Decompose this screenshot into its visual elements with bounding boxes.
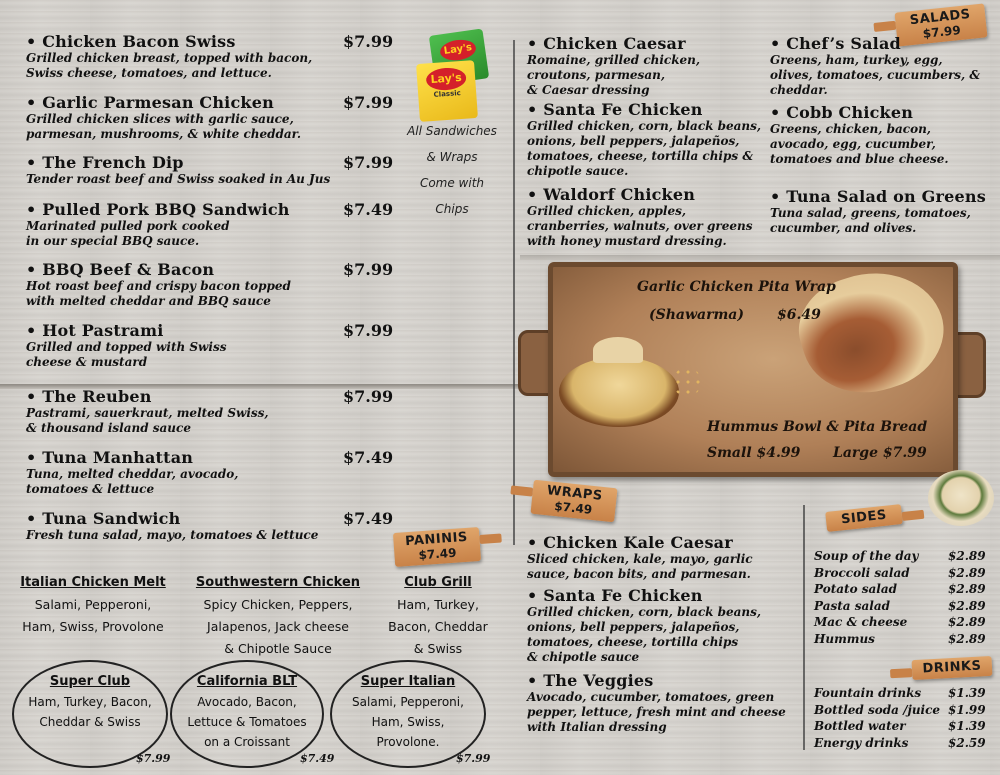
chips-note-line: & Wraps: [426, 150, 478, 164]
salad-item: [527, 100, 761, 179]
sandwich-item-name: • Tuna Manhattan: [26, 448, 238, 467]
salad-item-description: tomatoes and blue cheese.: [770, 152, 949, 166]
side-item-price: $2.89: [948, 549, 986, 563]
hummus-title: Hummus Bowl & Pita Bread: [707, 419, 928, 435]
panini-line: Bacon, Cheddar: [388, 619, 488, 634]
panini-line: Salami, Pepperoni,: [34, 597, 152, 612]
featured-board: [548, 262, 958, 477]
side-item-name: Hummus: [814, 631, 875, 646]
sandwich-item-description: Marinated pulled pork cooked: [26, 219, 230, 233]
panini-title: Italian Chicken Melt: [20, 575, 166, 590]
sandwich-item-name: • Garlic Parmesan Chicken: [26, 93, 301, 112]
sandwich-item: [26, 260, 291, 309]
salad-item-description: onions, bell peppers, jalapeños,: [527, 134, 740, 148]
plank-seam: [520, 255, 1000, 260]
special-price: $7.99: [456, 752, 491, 765]
bag-subtitle: Classic: [433, 89, 462, 99]
salad-item-description: Grilled chicken, corn, black beans,: [527, 119, 762, 133]
salad-item-description: croutons, parmesan,: [527, 68, 665, 82]
special-line: Cheddar & Swiss: [39, 715, 141, 729]
hummus-large-price: Large $7.99: [833, 445, 927, 461]
sandwich-item: [26, 153, 330, 187]
salad-item-name: • Cobb Chicken: [770, 103, 949, 122]
salad-item: [770, 187, 986, 236]
special-line: Salami, Pepperoni,: [352, 695, 464, 709]
wrap-subtitle: (Shawarma): [649, 307, 744, 323]
sandwich-item-name: • Pulled Pork BBQ Sandwich: [26, 200, 290, 219]
wraps-price: $7.49: [553, 499, 593, 517]
salad-item-description: avocado, egg, cucumber,: [770, 137, 936, 151]
salad-item-name: • Tuna Salad on Greens: [770, 187, 986, 206]
salad-item-description: Romaine, grilled chicken,: [527, 53, 701, 67]
sandwich-item-description: Pastrami, sauerkraut, melted Swiss,: [26, 406, 269, 420]
wrap-item-description: Sliced chicken, kale, mayo, garlic: [527, 552, 753, 566]
drink-item-name: Fountain drinks: [814, 686, 922, 700]
panini-title: Southwestern Chicken: [195, 575, 361, 590]
special-title: Super Italian: [360, 674, 456, 689]
drink-item-price: $1.39: [948, 686, 986, 700]
salad-item-description: Grilled chicken, apples,: [527, 204, 687, 218]
wrap-item: [527, 586, 761, 665]
salad-item-description: cranberries, walnuts, over greens: [527, 219, 753, 233]
side-item-name: Potato salad: [814, 582, 898, 596]
sandwich-item-description: cheese & mustard: [26, 355, 148, 369]
special-price: $7.49: [300, 752, 335, 765]
chips-note: [402, 118, 502, 222]
panini-line: Jalapenos, Jack cheese: [207, 619, 349, 634]
chickpeas-icon: [673, 367, 701, 397]
sandwich-item: [26, 32, 312, 81]
sandwich-item-name: • Chicken Bacon Swiss: [26, 32, 312, 51]
wrap-price: $6.49: [777, 307, 821, 323]
sandwich-item-description: with melted cheddar and BBQ sauce: [26, 294, 271, 308]
sandwich-item-description: tomatoes & lettuce: [26, 482, 155, 496]
side-item-price: $2.89: [948, 582, 986, 596]
drinks-tag: [912, 656, 993, 680]
sandwich-item: [26, 93, 301, 142]
sandwich-item-price: $7.99: [343, 260, 394, 279]
salad-item-description: olives, tomatoes, cucumbers, &: [770, 68, 981, 82]
salad-item: [770, 103, 949, 167]
sandwich-item-description: Grilled and topped with Swiss: [26, 340, 227, 354]
salad-item-description: & Caesar dressing: [527, 83, 650, 97]
sandwich-item-description: parmesan, mushrooms, & white cheddar.: [26, 127, 302, 141]
special-price: $7.99: [136, 752, 171, 765]
wrap-item-description: & chipotle sauce: [527, 650, 640, 664]
side-item-name: Broccoli salad: [814, 565, 910, 580]
salad-item-name: • Chef’s Salad: [770, 34, 980, 53]
wrap-item-description: onions, bell peppers, jalapeños,: [527, 620, 740, 634]
side-item-name: Soup of the day: [814, 549, 919, 563]
drink-item-name: Energy drinks: [814, 735, 909, 750]
drink-item-name: Bottled water: [814, 719, 906, 733]
drink-item-name: Bottled soda /juice: [814, 702, 941, 717]
sandwich-item: [26, 509, 318, 543]
sides-title: SIDES: [840, 507, 888, 528]
drink-item-price: $2.59: [948, 735, 986, 750]
shawarma-wrap-icon: [786, 254, 958, 410]
sandwich-item-name: • Tuna Sandwich: [26, 509, 318, 528]
sandwich-item-name: • Hot Pastrami: [26, 321, 226, 340]
sandwich-item-description: Grilled chicken breast, topped with bacon,: [26, 51, 313, 65]
panini-title: Club Grill: [404, 575, 472, 590]
salads-title: SALADS: [909, 6, 972, 29]
paninis-title: PANINIS: [404, 529, 469, 550]
sandwich-item: [26, 321, 226, 370]
wraps-tag: [530, 480, 617, 523]
special-line: Avocado, Bacon,: [197, 695, 297, 709]
wrap-item-name: • Santa Fe Chicken: [527, 586, 761, 605]
side-item-name: Mac & cheese: [814, 615, 908, 629]
special-line: Ham, Swiss,: [371, 715, 445, 729]
salad-item-description: tomatoes, cheese, tortilla chips &: [527, 149, 754, 163]
wrap-item-description: Avocado, cucumber, tomatoes, green: [527, 690, 775, 704]
soup-bowl-icon: [928, 470, 994, 526]
sandwich-item-price: $7.99: [343, 387, 394, 406]
wrap-item-description: tomatoes, cheese, tortilla chips: [527, 635, 739, 649]
salad-item-description: cheddar.: [770, 83, 828, 97]
salad-item-description: cucumber, and olives.: [770, 221, 917, 235]
salad-item-name: • Chicken Caesar: [527, 34, 700, 53]
salad-item: [527, 185, 752, 249]
sandwich-item-name: • The Reuben: [26, 387, 269, 406]
column-divider: [513, 40, 515, 545]
drink-item-price: $1.99: [948, 702, 986, 717]
tag-handle: [873, 21, 896, 32]
sandwich-item-name: • The French Dip: [26, 153, 330, 172]
tag-handle: [479, 533, 502, 544]
special-line: Ham, Turkey, Bacon,: [28, 695, 152, 709]
panini-line: & Swiss: [413, 641, 463, 656]
tag-handle: [902, 510, 925, 521]
hummus-bowl-icon: [559, 357, 679, 427]
panini-italian-chicken-melt: [8, 572, 178, 638]
wrap-item: [527, 533, 753, 582]
hummus-small-price: Small $4.99: [707, 445, 801, 461]
salads-price: $7.99: [922, 23, 962, 41]
sandwich-item-price: $7.99: [343, 32, 394, 51]
wrap-item: [527, 671, 786, 735]
panini-line: Spicy Chicken, Peppers,: [203, 597, 353, 612]
sandwich-item-price: $7.49: [343, 509, 394, 528]
special-line: on a Croissant: [204, 735, 290, 749]
chips-note-line: All Sandwiches: [407, 124, 497, 138]
sandwich-item-price: $7.99: [343, 321, 394, 340]
panini-line: Ham, Swiss, Provolone: [22, 619, 164, 634]
wrap-title: Garlic Chicken Pita Wrap: [637, 279, 836, 295]
sandwich-item-description: Swiss cheese, tomatoes, and lettuce.: [26, 66, 272, 80]
sandwich-item-description: Grilled chicken slices with garlic sauce,: [26, 112, 294, 126]
salad-item-description: Tuna salad, greens, tomatoes,: [770, 206, 971, 220]
salad-item-description: Greens, chicken, bacon,: [770, 122, 931, 136]
side-item-price: $2.89: [948, 631, 986, 646]
drink-item-price: $1.39: [948, 719, 986, 733]
sandwich-item-description: in our special BBQ sauce.: [26, 234, 200, 248]
salad-item: [770, 34, 980, 98]
drinks-title: DRINKS: [922, 658, 982, 677]
salad-item-name: • Santa Fe Chicken: [527, 100, 761, 119]
sandwich-item-price: $7.99: [343, 153, 394, 172]
wrap-item-description: pepper, lettuce, fresh mint and cheese: [527, 705, 786, 719]
lays-logo: Lay's: [425, 67, 466, 92]
special-title: California BLT: [196, 674, 298, 689]
wraps-title: WRAPS: [546, 483, 604, 504]
panini-southwestern-chicken: [188, 572, 368, 660]
sides-divider: [803, 505, 805, 750]
special-title: Super Club: [49, 674, 131, 689]
sandwich-item-name: • BBQ Beef & Bacon: [26, 260, 291, 279]
wrap-item-name: • The Veggies: [527, 671, 786, 690]
pita-bread-icon: [593, 337, 643, 363]
tag-handle: [890, 668, 912, 678]
sandwich-item-price: $7.49: [343, 200, 394, 219]
lays-logo: Lay's: [439, 38, 477, 63]
wrap-item-description: with Italian dressing: [527, 720, 667, 734]
sandwich-item-price: $7.99: [343, 93, 394, 112]
paninis-price: $7.49: [418, 545, 457, 563]
side-item-price: $2.89: [948, 565, 986, 580]
salad-item-name: • Waldorf Chicken: [527, 185, 752, 204]
salad-item-description: chipotle sauce.: [527, 164, 629, 178]
side-item-name: Pasta salad: [814, 598, 890, 613]
chips-note-line: Come with Chips: [419, 176, 485, 216]
side-item-price: $2.89: [948, 615, 986, 629]
wrap-item-description: Grilled chicken, corn, black beans,: [527, 605, 762, 619]
special-line: Provolone.: [376, 735, 440, 749]
chips-bag-yellow-icon: [416, 60, 478, 122]
sandwich-item-description: Tender roast beef and Swiss soaked in Au Jus: [26, 172, 331, 186]
sandwich-item: [26, 200, 290, 249]
side-item-price: $2.89: [948, 598, 986, 613]
special-line: Lettuce & Tomatoes: [187, 715, 307, 729]
sandwich-item-description: Tuna, melted cheddar, avocado,: [26, 467, 239, 481]
sandwich-item-price: $7.49: [343, 448, 394, 467]
sandwich-item: [26, 448, 238, 497]
sides-tag: [825, 504, 903, 532]
sandwich-item-description: Fresh tuna salad, mayo, tomatoes & lettuce: [26, 528, 319, 542]
salad-item-description: with honey mustard dressing.: [527, 234, 727, 248]
panini-line: Ham, Turkey,: [397, 597, 479, 612]
salad-item: [527, 34, 700, 98]
panini-club-grill: [378, 572, 498, 660]
sandwich-item-description: & thousand island sauce: [26, 421, 191, 435]
sandwich-item-description: Hot roast beef and crispy bacon topped: [26, 279, 291, 293]
sandwich-item: [26, 387, 269, 436]
salad-item-description: Greens, ham, turkey, egg,: [770, 53, 943, 67]
wrap-item-description: sauce, bacon bits, and parmesan.: [527, 567, 751, 581]
wrap-item-name: • Chicken Kale Caesar: [527, 533, 753, 552]
paninis-tag: [393, 527, 481, 567]
panini-line: & Chipotle Sauce: [224, 641, 332, 656]
